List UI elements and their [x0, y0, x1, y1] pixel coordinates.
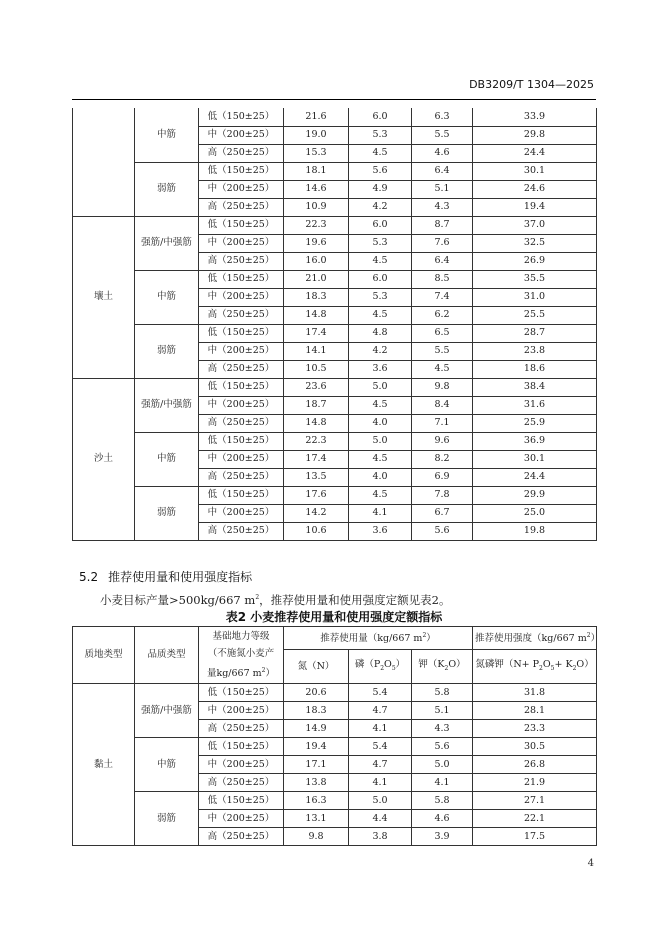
fertility-level-cell: 高（250±25）	[199, 522, 284, 540]
quality-type-cell: 中筋	[135, 432, 199, 486]
nitrogen-cell: 15.3	[284, 144, 349, 162]
nitrogen-cell: 14.9	[284, 720, 349, 738]
phosphorus-cell: 5.0	[349, 792, 412, 810]
npk-total-cell: 29.8	[473, 126, 597, 144]
nitrogen-cell: 14.8	[284, 306, 349, 324]
header-usage-prefix: 推荐使用量（kg/667 m	[320, 633, 423, 645]
phosphorus-cell: 4.5	[349, 396, 412, 414]
fertility-level-cell: 中（200±25）	[199, 504, 284, 522]
phosphorus-cell: 4.2	[349, 342, 412, 360]
soil-type-cell	[73, 108, 135, 216]
nitrogen-cell: 10.6	[284, 522, 349, 540]
nitrogen-cell: 13.1	[284, 810, 349, 828]
section-title: 推荐使用量和使用强度指标	[108, 570, 253, 584]
potassium-cell: 7.8	[412, 486, 473, 504]
phosphorus-cell: 4.7	[349, 756, 412, 774]
quality-type-cell: 弱筋	[135, 486, 199, 540]
fertility-level-cell: 高（250±25）	[199, 252, 284, 270]
header-total-a: 氮磷钾（N+ P	[475, 658, 540, 670]
npk-total-cell: 33.9	[473, 108, 597, 126]
nitrogen-cell: 14.8	[284, 414, 349, 432]
fertility-level-cell: 低（150±25）	[199, 270, 284, 288]
phosphorus-cell: 4.1	[349, 720, 412, 738]
npk-total-cell: 29.9	[473, 486, 597, 504]
phosphorus-cell: 5.3	[349, 234, 412, 252]
fertility-level-cell: 高（250±25）	[199, 198, 284, 216]
potassium-cell: 6.2	[412, 306, 473, 324]
phosphorus-cell: 6.0	[349, 270, 412, 288]
header-level-sup: 2	[261, 666, 266, 674]
table-row	[73, 486, 597, 504]
phosphorus-cell: 4.1	[349, 774, 412, 792]
npk-total-cell: 37.0	[473, 216, 597, 234]
nitrogen-cell: 22.3	[284, 432, 349, 450]
soil-type-cell: 壤土	[73, 216, 135, 378]
phosphorus-cell: 6.0	[349, 216, 412, 234]
phosphorus-cell: 5.0	[349, 378, 412, 396]
nitrogen-cell: 18.3	[284, 702, 349, 720]
nitrogen-cell: 10.5	[284, 360, 349, 378]
table-row	[73, 684, 597, 702]
paragraph-suffix: ，推荐使用量和使用强度定额见表2。	[259, 593, 451, 607]
npk-total-cell: 24.4	[473, 144, 597, 162]
nitrogen-cell: 19.4	[284, 738, 349, 756]
fertility-level-cell: 高（250±25）	[199, 720, 284, 738]
fertility-level-cell: 低（150±25）	[199, 486, 284, 504]
quality-type-cell: 中筋	[135, 738, 199, 792]
fertility-level-cell: 低（150±25）	[199, 792, 284, 810]
fertility-level-cell: 中（200±25）	[199, 180, 284, 198]
potassium-cell: 5.5	[412, 126, 473, 144]
header-quality-type: 品质类型	[135, 627, 199, 684]
npk-total-cell: 30.1	[473, 162, 597, 180]
phosphorus-cell: 4.5	[349, 306, 412, 324]
page-number: 4	[587, 858, 594, 869]
potassium-cell: 6.7	[412, 504, 473, 522]
header-k-a: 钾（K	[418, 658, 445, 670]
header-potassium	[412, 650, 473, 684]
nitrogen-cell: 16.3	[284, 792, 349, 810]
header-fertility-level	[199, 627, 284, 684]
potassium-cell: 6.4	[412, 162, 473, 180]
fertility-level-cell: 中（200±25）	[199, 234, 284, 252]
npk-total-cell: 25.9	[473, 414, 597, 432]
header-k-sub: 2	[444, 664, 449, 672]
header-total-c: + K	[554, 658, 573, 670]
npk-total-cell: 25.0	[473, 504, 597, 522]
phosphorus-cell: 4.5	[349, 486, 412, 504]
nitrogen-cell: 18.7	[284, 396, 349, 414]
header-total-sub2: 5	[550, 664, 555, 672]
table-row	[73, 738, 597, 756]
nitrogen-cell: 17.4	[284, 450, 349, 468]
header-total-b: O	[542, 658, 551, 670]
potassium-cell: 8.7	[412, 216, 473, 234]
header-recommended-usage	[284, 627, 473, 650]
table-row	[73, 162, 597, 180]
paragraph-superscript: 2	[255, 594, 260, 602]
soil-type-cell: 沙土	[73, 378, 135, 540]
fertility-level-cell: 中（200±25）	[199, 810, 284, 828]
fertility-level-cell: 高（250±25）	[199, 468, 284, 486]
phosphorus-cell: 5.3	[349, 126, 412, 144]
nitrogen-cell: 13.5	[284, 468, 349, 486]
section-heading	[79, 568, 252, 585]
header-p-b: O	[384, 658, 392, 670]
npk-total-cell: 22.1	[473, 810, 597, 828]
npk-total-cell: 30.1	[473, 450, 597, 468]
fertility-level-cell: 高（250±25）	[199, 144, 284, 162]
table1-continued	[72, 108, 597, 541]
potassium-cell: 5.8	[412, 684, 473, 702]
phosphorus-cell: 5.3	[349, 288, 412, 306]
quality-type-cell: 强筋/中强筋	[135, 216, 199, 270]
header-phosphorus	[349, 650, 412, 684]
npk-total-cell: 30.5	[473, 738, 597, 756]
phosphorus-cell: 3.6	[349, 522, 412, 540]
header-p-sub2: 5	[391, 664, 396, 672]
fertility-level-cell: 中（200±25）	[199, 342, 284, 360]
phosphorus-cell: 4.0	[349, 414, 412, 432]
npk-total-cell: 38.4	[473, 378, 597, 396]
phosphorus-cell: 4.4	[349, 810, 412, 828]
table-row	[73, 108, 597, 126]
header-intensity-sup: 2	[586, 632, 591, 640]
phosphorus-cell: 4.0	[349, 468, 412, 486]
nitrogen-cell: 21.6	[284, 108, 349, 126]
fertility-level-cell: 高（250±25）	[199, 360, 284, 378]
potassium-cell: 4.5	[412, 360, 473, 378]
header-intensity-prefix: 推荐使用强度（kg/667 m	[475, 633, 587, 645]
nitrogen-cell: 17.6	[284, 486, 349, 504]
phosphorus-cell: 4.8	[349, 324, 412, 342]
header-total-sub3: 2	[572, 664, 577, 672]
npk-total-cell: 23.3	[473, 720, 597, 738]
npk-total-cell: 35.5	[473, 270, 597, 288]
table-row	[73, 432, 597, 450]
fertility-level-cell: 高（250±25）	[199, 414, 284, 432]
nitrogen-cell: 22.3	[284, 216, 349, 234]
potassium-cell: 5.5	[412, 342, 473, 360]
header-npk-total	[473, 650, 597, 684]
nitrogen-cell: 17.1	[284, 756, 349, 774]
nitrogen-cell: 23.6	[284, 378, 349, 396]
fertility-level-cell: 高（250±25）	[199, 828, 284, 846]
potassium-cell: 4.3	[412, 720, 473, 738]
npk-total-cell: 31.8	[473, 684, 597, 702]
fertility-level-cell: 低（150±25）	[199, 324, 284, 342]
fertility-level-cell: 低（150±25）	[199, 432, 284, 450]
potassium-cell: 6.4	[412, 252, 473, 270]
npk-total-cell: 27.1	[473, 792, 597, 810]
header-p-sub1: 2	[380, 664, 385, 672]
table-row	[73, 324, 597, 342]
phosphorus-cell: 4.2	[349, 198, 412, 216]
header-usage-close: ）	[426, 633, 436, 645]
phosphorus-cell: 5.4	[349, 684, 412, 702]
phosphorus-cell: 6.0	[349, 108, 412, 126]
fertility-level-cell: 低（150±25）	[199, 108, 284, 126]
potassium-cell: 5.6	[412, 738, 473, 756]
npk-total-cell: 24.6	[473, 180, 597, 198]
phosphorus-cell: 4.1	[349, 504, 412, 522]
fertility-level-cell: 中（200±25）	[199, 450, 284, 468]
header-total-d: O）	[576, 658, 594, 670]
header-intensity-close: ）	[590, 633, 601, 645]
table-row	[73, 378, 597, 396]
nitrogen-cell: 13.8	[284, 774, 349, 792]
soil-type-cell: 黏土	[73, 684, 135, 846]
header-soil-type: 质地类型	[73, 627, 135, 684]
document-code: DB3209/T 1304—2025	[469, 78, 594, 91]
potassium-cell: 6.5	[412, 324, 473, 342]
paragraph-prefix: 小麦目标产量>500kg/667 m	[100, 593, 256, 607]
header-level-line2: （不施氮小麦产	[207, 647, 275, 659]
potassium-cell: 3.9	[412, 828, 473, 846]
section-number: 5.2	[79, 570, 99, 584]
potassium-cell: 5.1	[412, 702, 473, 720]
fertility-level-cell: 低（150±25）	[199, 378, 284, 396]
npk-total-cell: 19.8	[473, 522, 597, 540]
fertility-level-cell: 中（200±25）	[199, 396, 284, 414]
table-row	[73, 216, 597, 234]
nitrogen-cell: 16.0	[284, 252, 349, 270]
potassium-cell: 7.6	[412, 234, 473, 252]
header-level-line1: 基础地力等级	[212, 630, 270, 642]
potassium-cell: 8.2	[412, 450, 473, 468]
phosphorus-cell: 4.7	[349, 702, 412, 720]
nitrogen-cell: 18.1	[284, 162, 349, 180]
npk-total-cell: 18.6	[473, 360, 597, 378]
header-level-line3: 量kg/667 m	[206, 668, 262, 680]
fertility-level-cell: 中（200±25）	[199, 756, 284, 774]
nitrogen-cell: 19.6	[284, 234, 349, 252]
nitrogen-cell: 17.4	[284, 324, 349, 342]
quality-type-cell: 中筋	[135, 270, 199, 324]
phosphorus-cell: 5.6	[349, 162, 412, 180]
npk-total-cell: 23.8	[473, 342, 597, 360]
phosphorus-cell: 3.8	[349, 828, 412, 846]
header-p-c: ）	[395, 658, 406, 670]
potassium-cell: 4.6	[412, 144, 473, 162]
potassium-cell: 7.1	[412, 414, 473, 432]
potassium-cell: 5.6	[412, 522, 473, 540]
quality-type-cell: 弱筋	[135, 792, 199, 846]
phosphorus-cell: 3.6	[349, 360, 412, 378]
phosphorus-cell: 4.5	[349, 144, 412, 162]
section-paragraph	[100, 592, 450, 608]
fertility-level-cell: 中（200±25）	[199, 702, 284, 720]
nitrogen-cell: 21.0	[284, 270, 349, 288]
potassium-cell: 6.3	[412, 108, 473, 126]
fertility-level-cell: 高（250±25）	[199, 306, 284, 324]
header-total-sub1: 2	[539, 664, 543, 672]
nitrogen-cell: 14.1	[284, 342, 349, 360]
phosphorus-cell: 4.5	[349, 252, 412, 270]
table2-caption: 表2 小麦推荐使用量和使用强度定额指标	[225, 610, 443, 624]
quality-type-cell: 中筋	[135, 108, 199, 162]
phosphorus-cell: 5.0	[349, 432, 412, 450]
fertility-level-cell: 低（150±25）	[199, 216, 284, 234]
nitrogen-cell: 20.6	[284, 684, 349, 702]
potassium-cell: 5.1	[412, 180, 473, 198]
phosphorus-cell: 4.9	[349, 180, 412, 198]
npk-total-cell: 17.5	[473, 828, 597, 846]
header-recommended-intensity	[473, 627, 601, 650]
npk-total-cell: 28.7	[473, 324, 597, 342]
fertility-level-cell: 高（250±25）	[199, 774, 284, 792]
potassium-cell: 6.9	[412, 468, 473, 486]
fertility-level-cell: 中（200±25）	[199, 126, 284, 144]
nitrogen-cell: 10.9	[284, 198, 349, 216]
nitrogen-cell: 19.0	[284, 126, 349, 144]
quality-type-cell: 强筋/中强筋	[135, 684, 199, 738]
fertility-level-cell: 低（150±25）	[199, 162, 284, 180]
npk-total-cell: 19.4	[473, 198, 597, 216]
npk-total-cell: 21.9	[473, 774, 597, 792]
phosphorus-cell: 5.4	[349, 738, 412, 756]
header-rule	[72, 99, 596, 100]
header-level-close: ）	[265, 668, 276, 680]
quality-type-cell: 强筋/中强筋	[135, 378, 199, 432]
quality-type-cell: 弱筋	[135, 324, 199, 378]
npk-total-cell: 36.9	[473, 432, 597, 450]
header-nitrogen: 氮（N）	[284, 650, 349, 684]
potassium-cell: 9.6	[412, 432, 473, 450]
table-row	[73, 792, 597, 810]
potassium-cell: 9.8	[412, 378, 473, 396]
npk-total-cell: 32.5	[473, 234, 597, 252]
potassium-cell: 7.4	[412, 288, 473, 306]
npk-total-cell: 26.9	[473, 252, 597, 270]
phosphorus-cell: 4.5	[349, 450, 412, 468]
nitrogen-cell: 9.8	[284, 828, 349, 846]
header-k-b: O）	[448, 658, 466, 670]
nitrogen-cell: 14.6	[284, 180, 349, 198]
nitrogen-cell: 14.2	[284, 504, 349, 522]
fertility-level-cell: 低（150±25）	[199, 738, 284, 756]
table-row	[73, 270, 597, 288]
table2	[72, 626, 601, 846]
nitrogen-cell: 18.3	[284, 288, 349, 306]
npk-total-cell: 25.5	[473, 306, 597, 324]
potassium-cell: 4.6	[412, 810, 473, 828]
npk-total-cell: 26.8	[473, 756, 597, 774]
npk-total-cell: 28.1	[473, 702, 597, 720]
npk-total-cell: 31.0	[473, 288, 597, 306]
header-usage-sup: 2	[422, 632, 427, 640]
potassium-cell: 8.5	[412, 270, 473, 288]
potassium-cell: 4.3	[412, 198, 473, 216]
quality-type-cell: 弱筋	[135, 162, 199, 216]
npk-total-cell: 24.4	[473, 468, 597, 486]
npk-total-cell: 31.6	[473, 396, 597, 414]
fertility-level-cell: 低（150±25）	[199, 684, 284, 702]
header-p-a: 磷（P	[354, 658, 381, 670]
fertility-level-cell: 中（200±25）	[199, 288, 284, 306]
potassium-cell: 5.8	[412, 792, 473, 810]
potassium-cell: 5.0	[412, 756, 473, 774]
potassium-cell: 4.1	[412, 774, 473, 792]
potassium-cell: 8.4	[412, 396, 473, 414]
